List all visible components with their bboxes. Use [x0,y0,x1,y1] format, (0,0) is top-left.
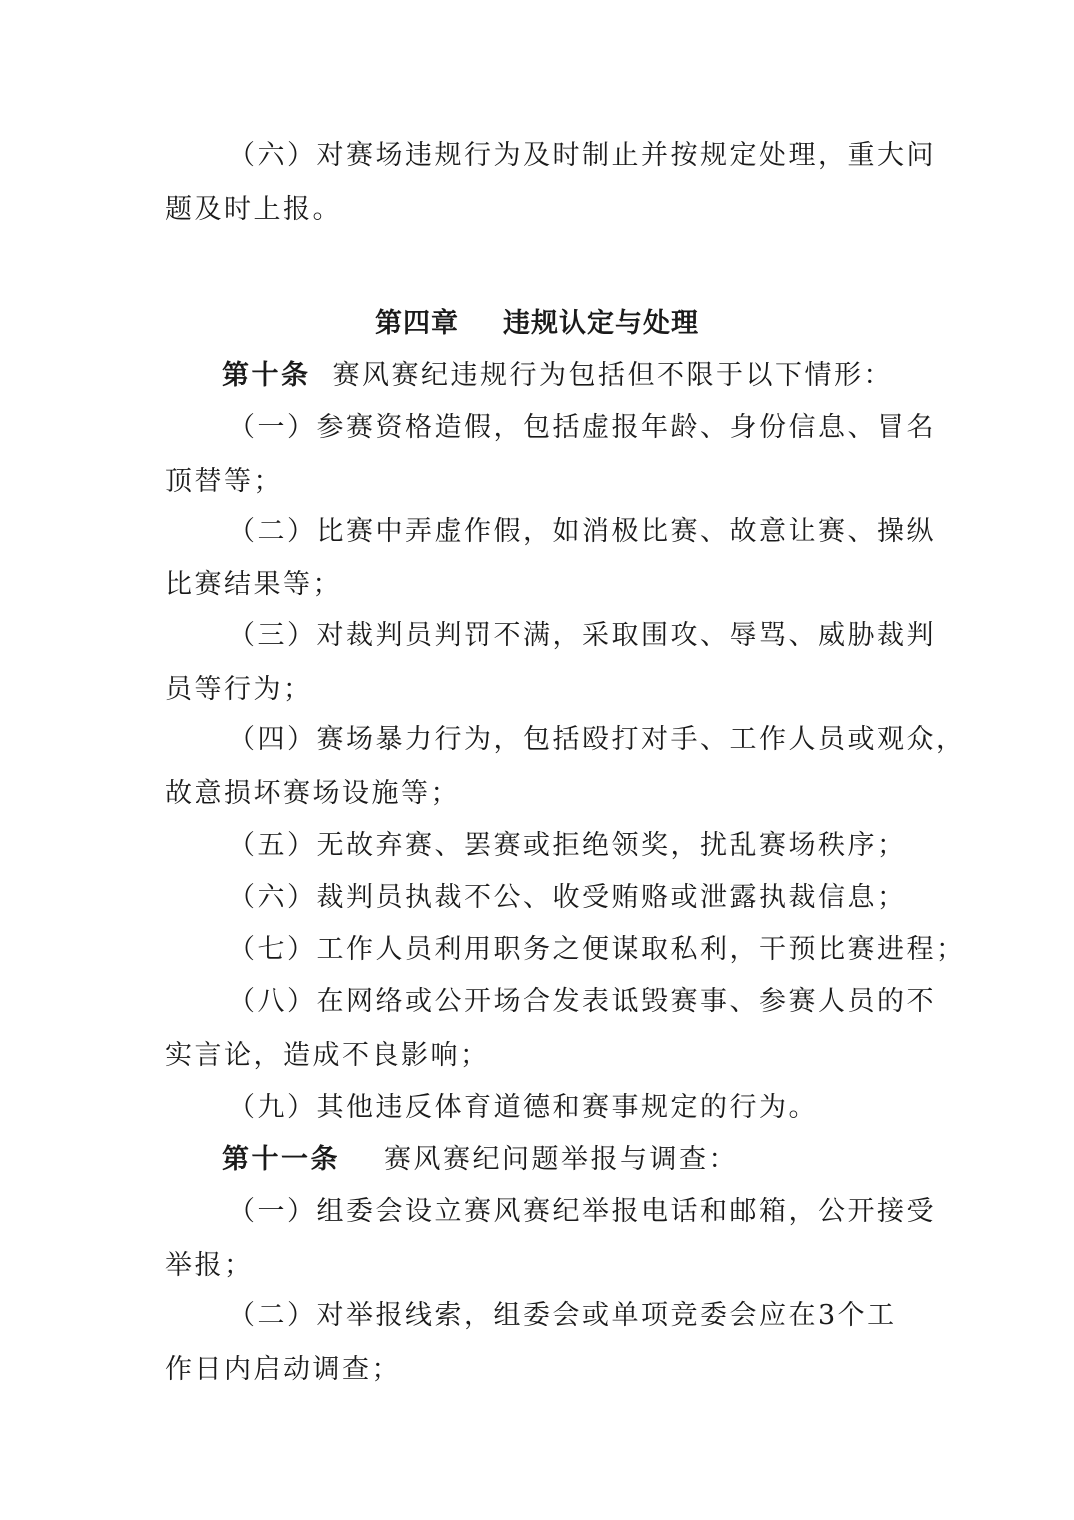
chapter-heading [0,304,1074,344]
list-item-line: （三）对裁判员判罚不满，采取围攻、辱骂、威胁裁判 [228,620,936,651]
list-item-line: （七）工作人员利用职务之便谋取私利，干预比赛进程； [228,934,966,965]
paragraph-line: （六）对赛场违规行为及时制止并按规定处理，重大问 [228,140,936,171]
chapter-title: 违规认定与处理 [503,308,699,339]
list-item-line: （四）赛场暴力行为，包括殴打对手、工作人员或观众， [228,724,966,755]
list-item-line: （八）在网络或公开场合发表诋毁赛事、参赛人员的不 [228,986,936,1017]
list-item-line: （五）无故弃赛、罢赛或拒绝领奖，扰乱赛场秩序； [228,830,907,861]
list-item-line: （一）组委会设立赛风赛纪举报电话和邮箱，公开接受 [228,1196,936,1227]
list-item-line: （六）裁判员执裁不公、收受贿赂或泄露执裁信息； [228,882,907,913]
paragraph-line: 题及时上报。 [165,194,342,225]
list-item-line: （二）比赛中弄虚作假，如消极比赛、故意让赛、操纵 [228,516,936,547]
list-item-line: 顶替等； [165,466,283,497]
chapter-label: 第四章 [375,308,459,339]
article-label: 第十一条 [222,1144,340,1175]
article-intro: 赛风赛纪问题举报与调查： [384,1144,738,1175]
list-item-line: 比赛结果等； [165,569,342,600]
article-11-heading [0,1140,1074,1180]
article-10-heading [0,356,1074,396]
list-item-line: （二）对举报线索，组委会或单项竞委会应在3个工 [228,1300,897,1331]
article-label: 第十条 [222,360,311,391]
list-item-line: 作日内启动调查； [165,1354,401,1385]
list-item-line: （一）参赛资格造假，包括虚报年龄、身份信息、冒名 [228,412,936,443]
list-item-line: （九）其他违反体育道德和赛事规定的行为。 [228,1092,818,1123]
list-item-line: 实言论，造成不良影响； [165,1040,490,1071]
list-item-line: 故意损坏赛场设施等； [165,778,460,809]
list-item-line: 员等行为； [165,674,313,705]
article-intro: 赛风赛纪违规行为包括但不限于以下情形： [332,360,893,391]
list-item-line: 举报； [165,1250,254,1281]
